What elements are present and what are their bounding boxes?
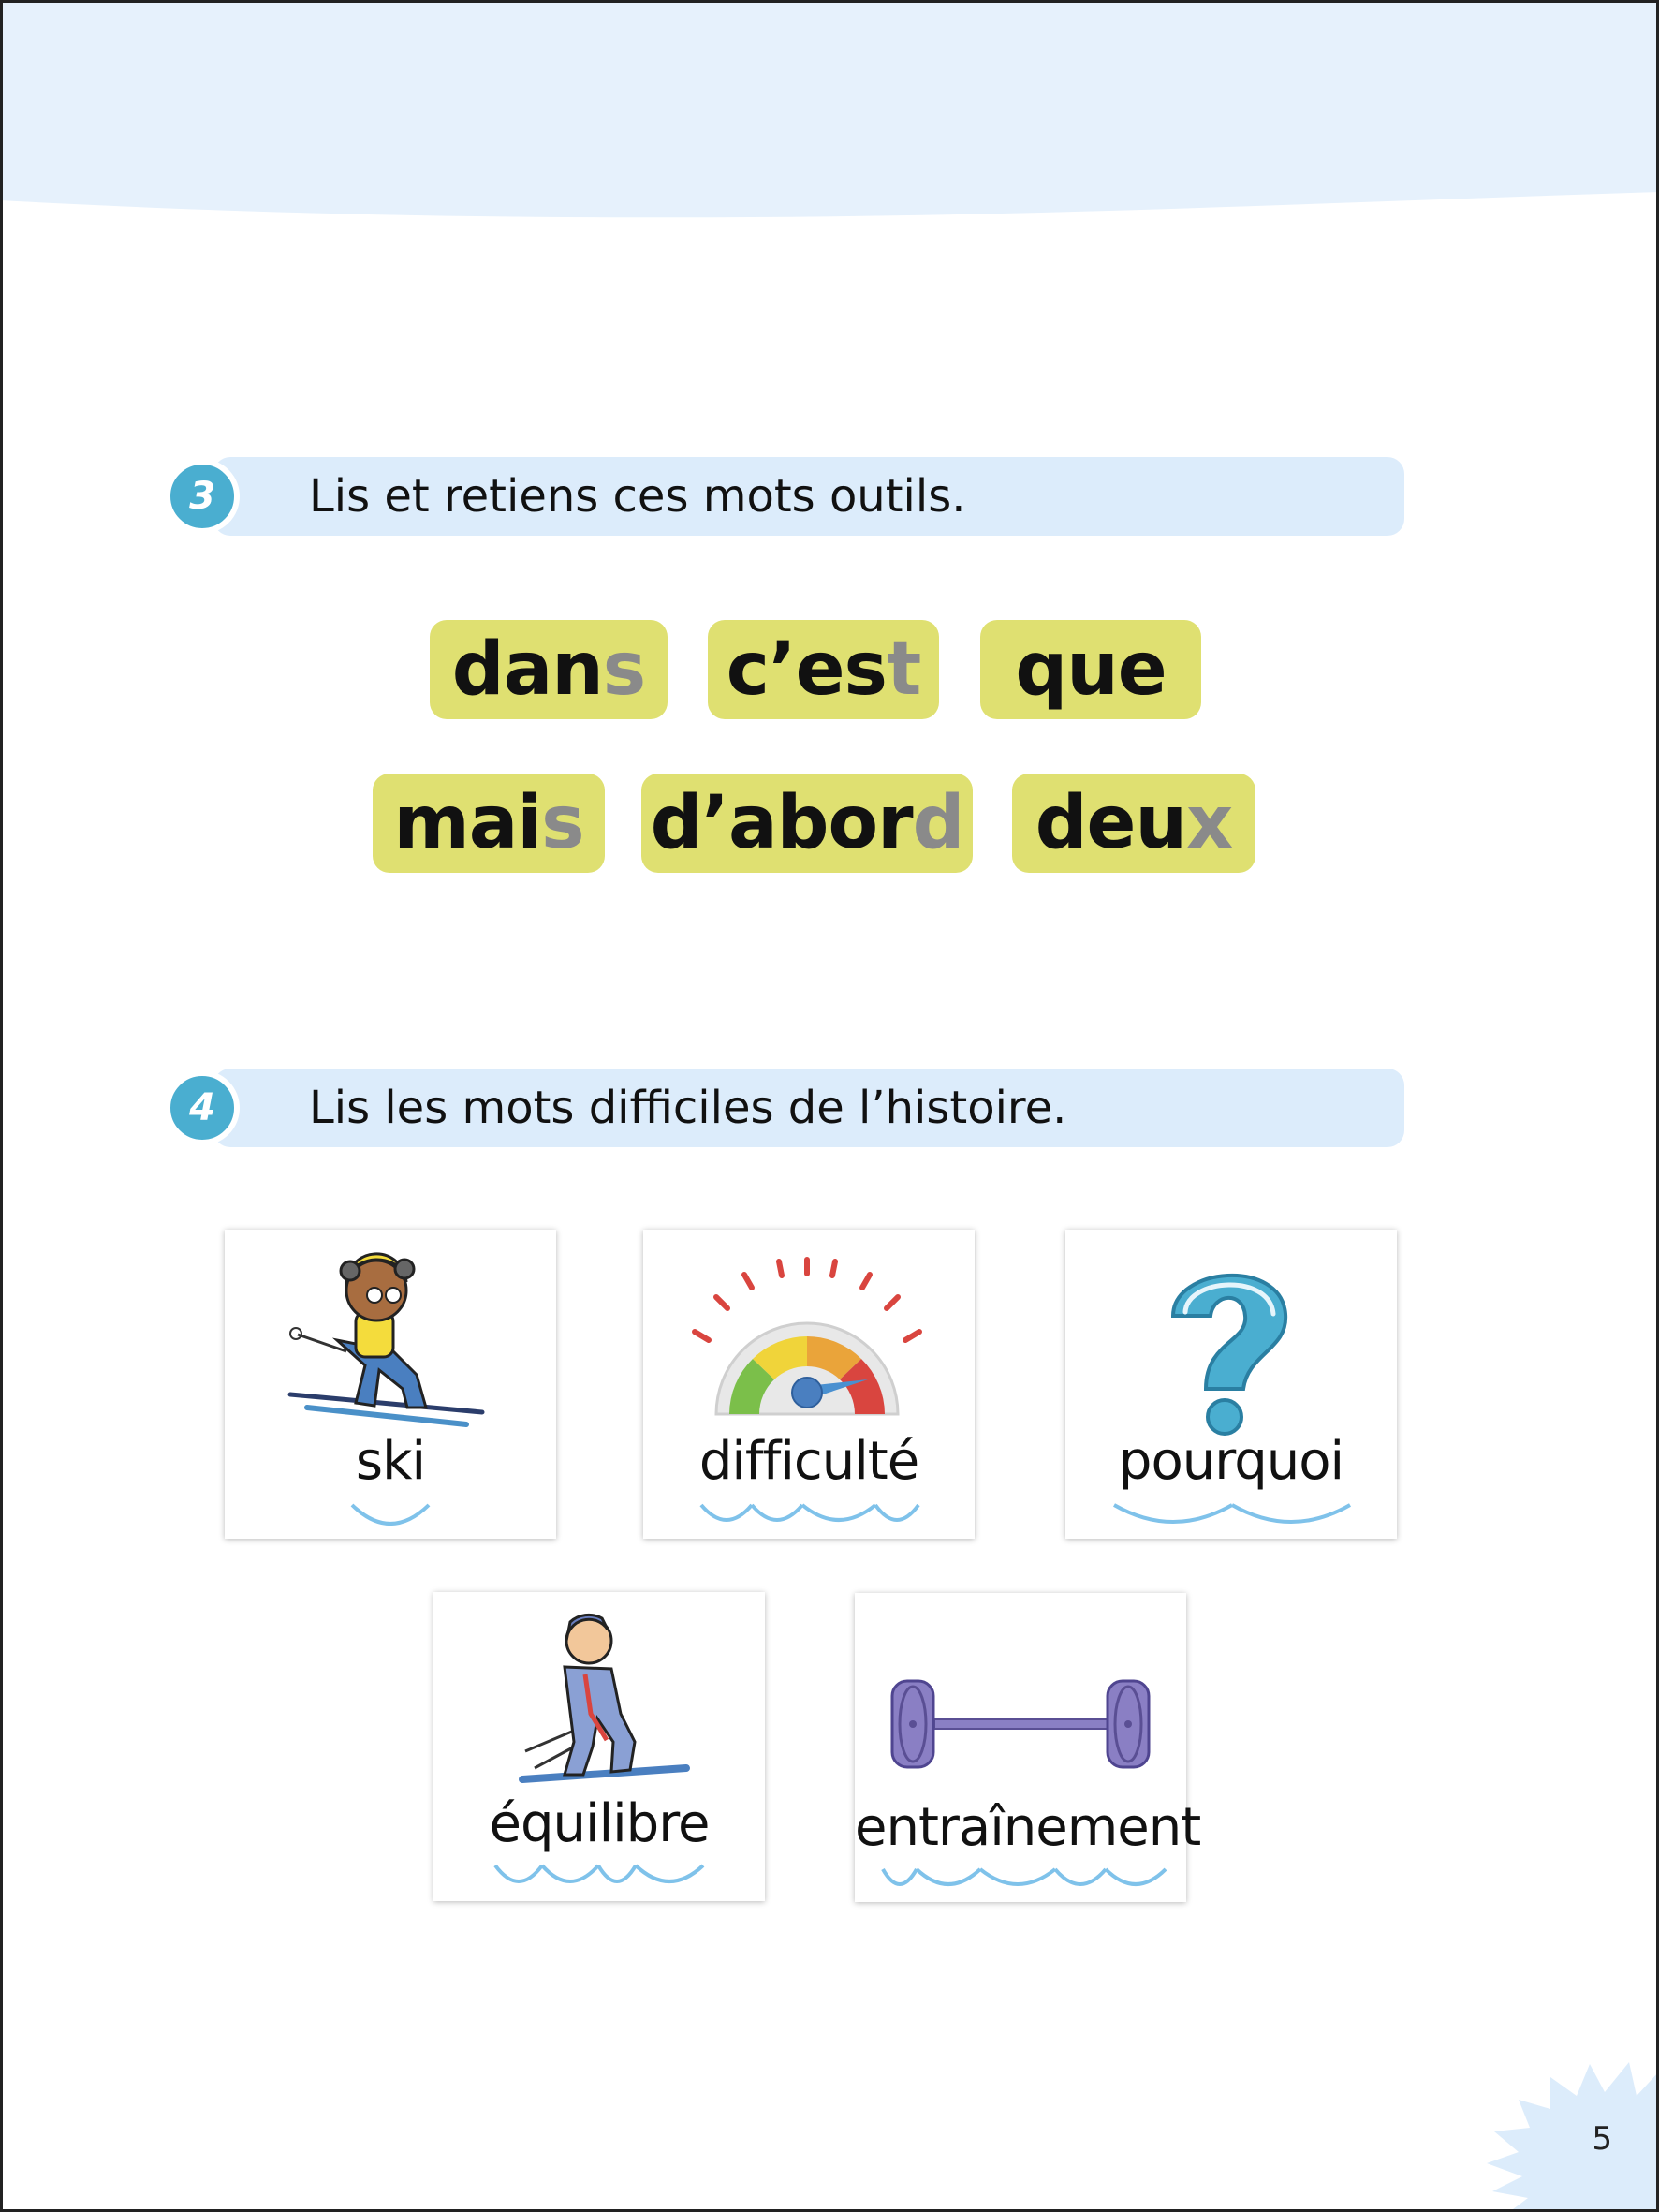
- instruction-text: Lis et retiens ces mots outils.: [309, 470, 966, 523]
- word-chip-deux: [1012, 774, 1255, 873]
- word-card-equilibre: [433, 1592, 765, 1901]
- skier-balance-icon: [433, 1601, 765, 1798]
- card-word: pourquoi: [1118, 1431, 1344, 1492]
- word-chip-dans: [430, 620, 668, 719]
- exercise-number-badge: 4: [165, 1070, 240, 1145]
- word-letters: que: [1015, 627, 1167, 712]
- word-letters: d’abor: [650, 781, 913, 865]
- instruction-text: Lis les mots difficiles de l’histoire.: [309, 1082, 1067, 1134]
- syllable-arcs: [433, 1856, 765, 1903]
- page-number: 5: [1592, 2120, 1612, 2158]
- skier-child-icon: [225, 1239, 556, 1436]
- corner-burst-shape: [1453, 2006, 1659, 2212]
- silent-letter: s: [602, 627, 646, 712]
- barbell-icon: [855, 1602, 1186, 1799]
- card-word: difficulté: [698, 1431, 919, 1492]
- word-letters: c’es: [726, 627, 887, 712]
- syllable-arcs: [225, 1494, 556, 1541]
- word-chip-que: [980, 620, 1201, 719]
- syllable-arcs: [1065, 1494, 1397, 1541]
- word-card-pourquoi: [1065, 1230, 1397, 1539]
- gauge-icon: [643, 1239, 975, 1436]
- word-card-ski: [225, 1230, 556, 1539]
- exercise-4-instruction: [165, 1069, 1404, 1149]
- card-word: équilibre: [489, 1793, 710, 1854]
- exercise-3-instruction: [165, 457, 1404, 538]
- question-mark-icon: [1065, 1239, 1397, 1436]
- word-letters: dan: [451, 627, 603, 712]
- word-card-entrainement: [855, 1593, 1201, 1902]
- silent-letter: s: [541, 781, 584, 865]
- word-chip-cest: [708, 620, 939, 719]
- word-letters: deu: [1035, 781, 1186, 865]
- silent-letter: d: [912, 781, 964, 865]
- syllable-arcs: [643, 1494, 975, 1541]
- word-chip-dabord: [641, 774, 973, 873]
- silent-letter: t: [886, 627, 921, 712]
- card-word: ski: [355, 1431, 426, 1492]
- card-word: entraînement: [855, 1797, 1201, 1858]
- silent-letter: x: [1185, 781, 1233, 865]
- exercise-number-badge: 3: [165, 459, 240, 534]
- top-wave-band: [0, 0, 1659, 225]
- word-letters: mai: [393, 781, 542, 865]
- word-card-difficulte: [643, 1230, 975, 1539]
- syllable-arcs: [855, 1860, 1186, 1907]
- word-chip-mais: [373, 774, 605, 873]
